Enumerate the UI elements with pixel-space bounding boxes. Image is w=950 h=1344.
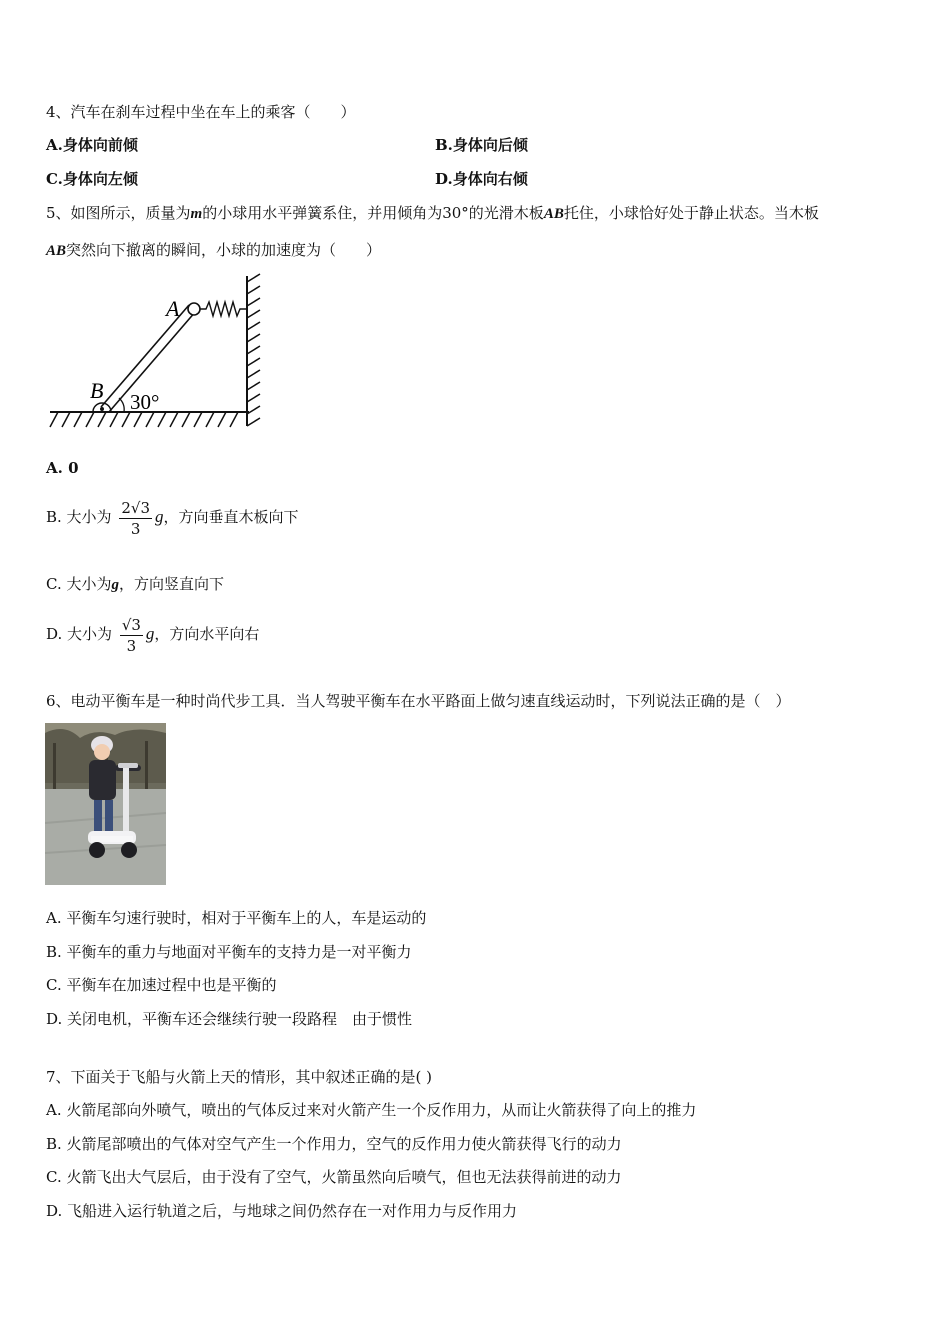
q7-option-d: D. 飞船进入运行轨道之后，与地球之间仍然存在一对作用力与反作用力 (46, 1202, 518, 1220)
q6-photo-child-on-balance-scooter (45, 723, 166, 885)
fraction-denominator: 3 (130, 519, 141, 538)
wall-hatch (247, 274, 260, 426)
q5-stem-text-b: 的小球用水平弹簧系住，并用倾角为30°的光滑木板 (202, 204, 544, 222)
fraction-numerator: 2√3 (121, 498, 150, 517)
q5-option-d-prefix: D. 大小为 (46, 625, 113, 643)
q7-option-a: A. 火箭尾部向外喷气，喷出的气体反过来对火箭产生一个反作用力，从而让火箭获得了向上的推力 (46, 1101, 697, 1119)
q7-option-c: C. 火箭飞出大气层后，由于没有了空气，火箭虽然向后喷气，但也无法获得前进的动力 (46, 1168, 622, 1186)
q5-option-a: A. 0 (46, 459, 79, 477)
label-angle: 30° (130, 390, 160, 414)
q5-option-d (46, 612, 259, 656)
q5-option-c-var: g (111, 577, 119, 593)
q5-var-m: m (190, 206, 203, 222)
q5-option-d-suffix: ，方向水平向右 (154, 625, 260, 643)
label-a: A (166, 296, 180, 321)
q5-option-b-suffix: ，方向垂直木板向下 (163, 508, 299, 526)
q5-option-c (46, 573, 224, 596)
q4-option-c: C.身体向左倾 (46, 170, 138, 188)
q5-option-b-var: g (155, 507, 164, 526)
q4-option-a: A.身体向前倾 (46, 136, 138, 154)
q5-var-ab: AB (543, 206, 564, 222)
q6-option-a: A. 平衡车匀速行驶时，相对于平衡车上的人，车是运动的 (46, 909, 427, 927)
q4-option-b: B.身体向后倾 (435, 136, 528, 154)
q5-option-b (46, 495, 299, 539)
q5-option-c-suffix: ，方向竖直向下 (118, 575, 224, 593)
q5-option-d-fraction (120, 615, 143, 656)
fraction-numerator: √3 (121, 615, 141, 634)
ground-hatch (50, 412, 238, 427)
q5-figure-incline-spring (44, 270, 274, 435)
q4-stem: 4、汽车在刹车过程中坐在车上的乘客（ ） (46, 103, 356, 121)
q5-option-c-prefix: C. 大小为 (46, 575, 112, 593)
q5-stem-text-a: 5、如图所示，质量为 (46, 204, 191, 222)
spring (200, 302, 247, 316)
label-b: B (90, 378, 104, 403)
q5-stem-line1 (46, 202, 819, 225)
q4-option-d: D.身体向右倾 (435, 170, 528, 188)
q5-stem-line2 (46, 239, 381, 262)
q5-option-b-fraction (119, 498, 152, 539)
q5-stem-text-c: 托住，小球恰好处于静止状态。当木板 (563, 204, 819, 222)
q5-var-ab-2: AB (46, 243, 67, 259)
q6-stem: 6、电动平衡车是一种时尚代步工具．当人驾驶平衡车在水平路面上做匀速直线运动时，下列说法正确的是（ ） (46, 692, 791, 710)
q6-option-d: D. 关闭电机，平衡车还会继续行驶一段路程 由于惯性 (46, 1010, 413, 1028)
q7-option-b: B. 火箭尾部喷出的气体对空气产生一个作用力，空气的反作用力使火箭获得飞行的动力 (46, 1135, 622, 1153)
q6-option-c: C. 平衡车在加速过程中也是平衡的 (46, 976, 277, 994)
q6-option-b: B. 平衡车的重力与地面对平衡车的支持力是一对平衡力 (46, 943, 412, 961)
fraction-denominator: 3 (126, 636, 137, 655)
q5-option-b-prefix: B. 大小为 (46, 508, 112, 526)
q5-option-d-var: g (145, 624, 155, 643)
q7-stem: 7、下面关于飞船与火箭上天的情形，其中叙述正确的是( ) (46, 1068, 433, 1086)
ball-a (188, 303, 200, 315)
q5-stem-text-d: 突然向下撤离的瞬间，小球的加速度为（ ） (66, 241, 382, 259)
